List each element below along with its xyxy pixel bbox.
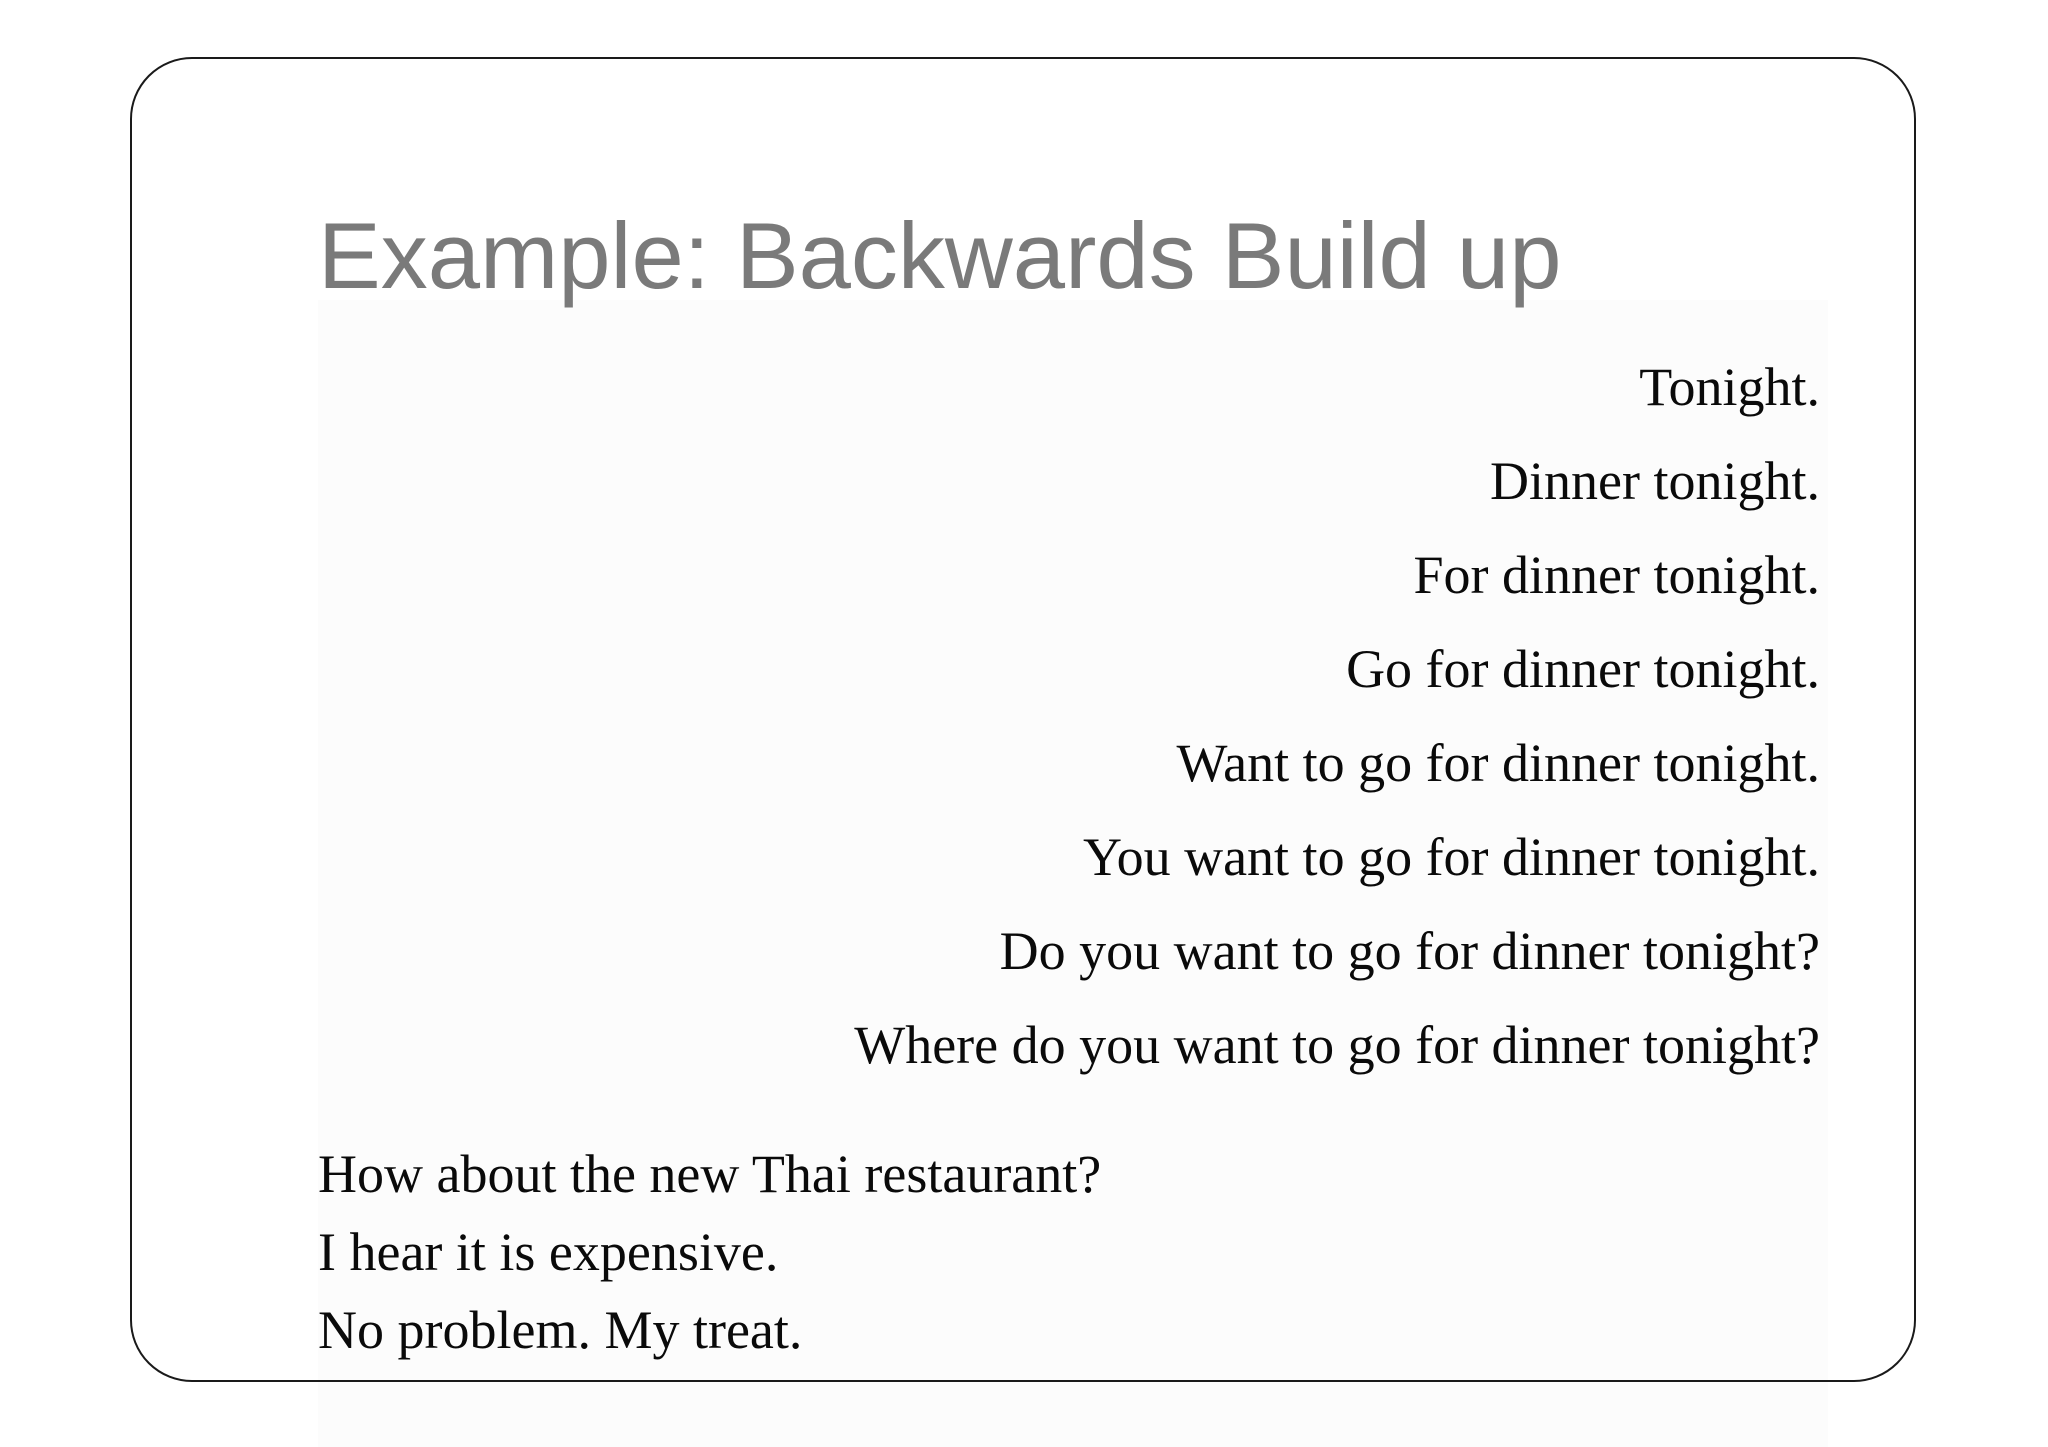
build-line: Do you want to go for dinner tonight?: [999, 921, 1820, 981]
backwards-build-list: [854, 350, 1820, 1102]
build-line: Want to go for dinner tonight.: [1176, 733, 1820, 793]
dialog-line: How about the new Thai restaurant?: [318, 1144, 1102, 1204]
dialog-line: I hear it is expensive.: [318, 1222, 779, 1282]
build-line: Where do you want to go for dinner tonight?: [854, 1015, 1820, 1075]
build-line: Tonight.: [1639, 357, 1820, 417]
build-line: Dinner tonight.: [1490, 451, 1820, 511]
dialog-block: [318, 1135, 1101, 1369]
build-line: Go for dinner tonight.: [1346, 639, 1820, 699]
slide-title: Example: Backwards Build up: [318, 203, 1562, 308]
dialog-line: No problem. My treat.: [318, 1300, 803, 1360]
build-line: You want to go for dinner tonight.: [1083, 827, 1820, 887]
build-line: For dinner tonight.: [1413, 545, 1820, 605]
